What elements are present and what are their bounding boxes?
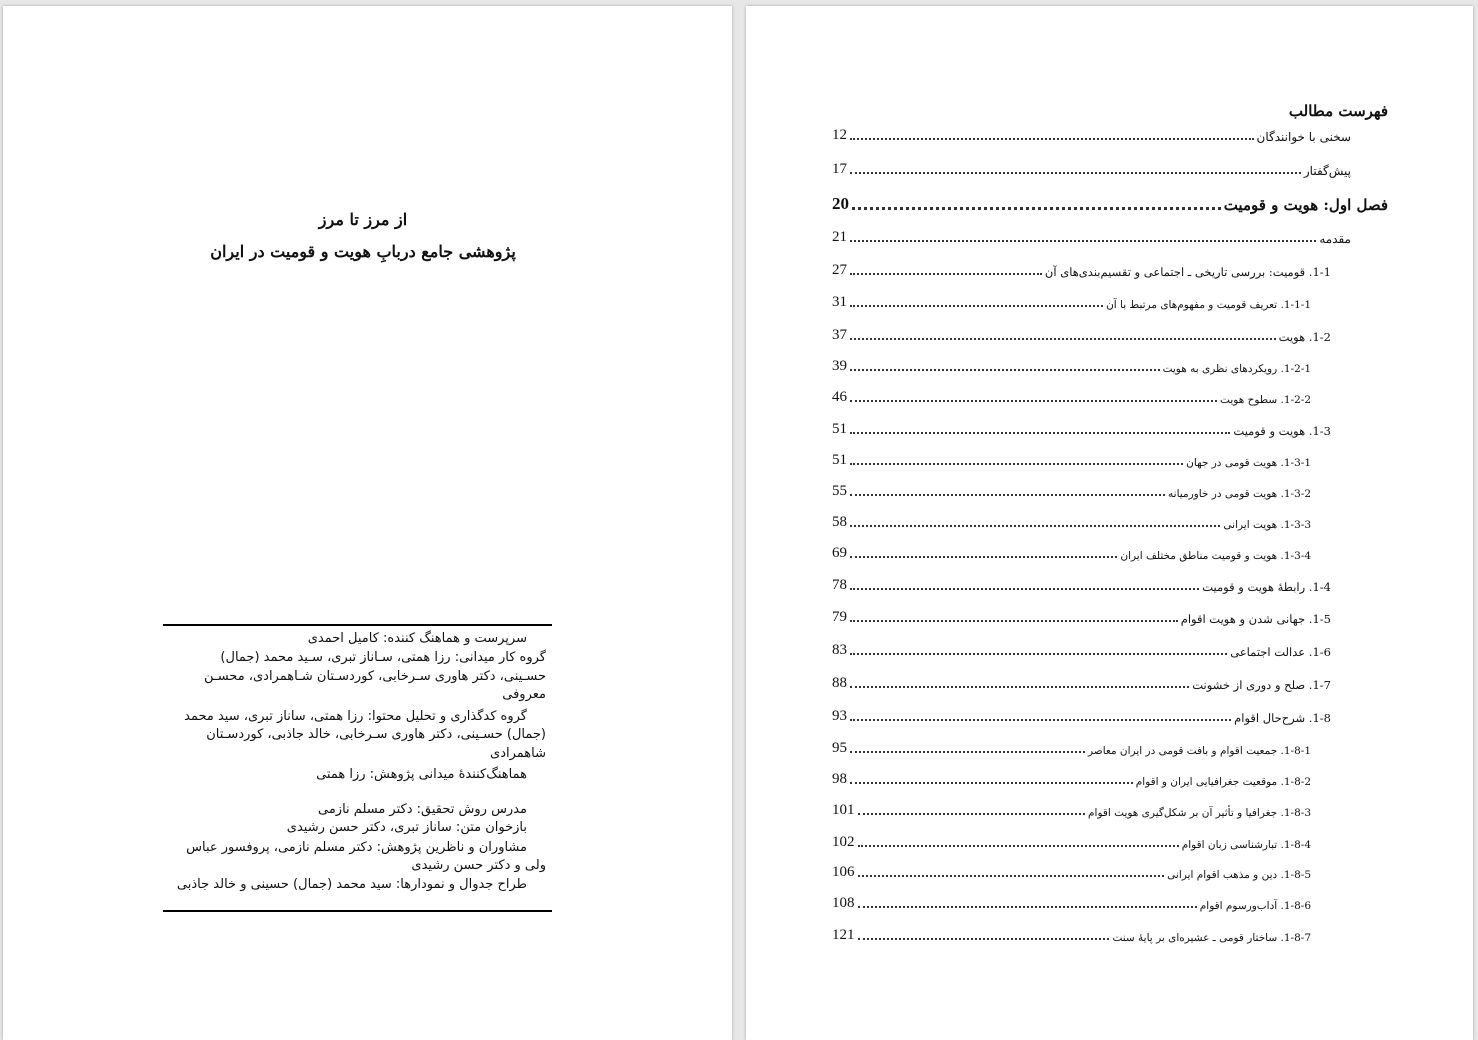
toc-entry-title: 1-2-1. رویکردهای نظری به هویت	[1162, 363, 1311, 375]
toc-entry-title: 1-5. جهانی شدن و هویت اقوام	[1180, 612, 1331, 626]
toc-entry[interactable]	[832, 797, 1311, 819]
credit-line: ولی و دکتر حسن رشیدی	[411, 858, 546, 873]
credit-line: شاهمرادی	[490, 746, 546, 761]
toc-entry-title: 1-3-2. هویت قومی در خاورمیانه	[1168, 488, 1311, 500]
toc-dot-leader	[858, 845, 1179, 847]
toc-entry[interactable]	[832, 224, 1351, 246]
credit-line: (جمال) حسـینی، دکتر هاوری سـرخابی، خالد جاذبی، کوردسـتان	[206, 727, 546, 742]
toc-entry-title: 1-1. قومیت: بررسی تاریخی ـ اجتماعی و تقسیم‌بندی‌های آن	[1044, 265, 1331, 279]
credit-line: گروه کار میدانی: رزا همتی، سـاناز تبری، سـید محمد (جمال)	[220, 650, 546, 665]
book-subtitle: پژوهشی جامع دربابِ هویت و قومیت در ایران	[210, 242, 516, 261]
toc-entry-title: 1-8-4. تبارشناسی زبان اقوام	[1181, 839, 1311, 851]
toc-entry[interactable]	[832, 637, 1331, 659]
toc-entry[interactable]	[832, 416, 1331, 438]
toc-entry[interactable]	[832, 447, 1311, 469]
credit-line: حسـینی، دکتر هاوری سـرخابی، کوردسـتان شـاهمرادی، محسـن	[204, 669, 546, 684]
toc-dot-leader	[850, 172, 1301, 174]
toc-dot-leader	[850, 338, 1276, 340]
toc-page-number: 93	[832, 708, 847, 724]
toc-dot-leader	[858, 906, 1197, 908]
toc-entry[interactable]	[832, 289, 1311, 311]
toc-entry[interactable]	[832, 766, 1311, 788]
toc-page-number: 37	[832, 327, 847, 343]
credit-line: هماهنگ‌کنندۀ میدانی پژوهش: رزا همتی	[316, 767, 527, 782]
toc-entry-title: 1-8-3. جغرافیا و تأثیر آن بر شکل‌گیری هویت اقوام	[1088, 807, 1311, 819]
toc-dot-leader	[850, 751, 1085, 753]
right-page	[746, 6, 1473, 1040]
toc-entry[interactable]	[832, 572, 1331, 594]
toc-entry-title: پیش‌گفتار	[1303, 164, 1351, 178]
toc-dot-leader	[850, 463, 1183, 465]
toc-dot-leader	[850, 525, 1220, 527]
toc-entry[interactable]	[832, 322, 1331, 344]
toc-entry-title: 1-4. رابطۀ هویت و قومیت	[1202, 580, 1331, 594]
credits-box	[163, 624, 552, 912]
toc-entry-title: سخنی با خوانندگان	[1256, 130, 1351, 144]
credit-line: بازخوان متن: ساناز تبری، دکتر حسن رشیدی	[286, 820, 527, 835]
toc-entry[interactable]	[832, 384, 1311, 406]
toc-chapter-entry[interactable]	[832, 192, 1388, 214]
toc-entry[interactable]	[832, 257, 1331, 279]
toc-dot-leader	[858, 813, 1086, 815]
toc-dot-leader	[850, 620, 1178, 622]
credit-line: معروفی	[502, 687, 546, 702]
toc-entry-title: 1-8-6. آداب‌ورسوم اقوام	[1199, 900, 1311, 912]
toc-page-number: 20	[832, 194, 849, 213]
toc-heading: فهرست مطالب	[1288, 102, 1388, 120]
toc-page-number: 39	[832, 358, 847, 374]
toc-entry[interactable]	[832, 509, 1311, 531]
toc-dot-leader	[850, 653, 1227, 655]
book-title-block	[193, 204, 533, 268]
toc-entry[interactable]	[832, 156, 1351, 178]
toc-entry[interactable]	[832, 540, 1311, 562]
toc-page-number: 31	[832, 294, 847, 310]
toc-dot-leader	[850, 305, 1103, 307]
toc-dot-leader	[850, 556, 1117, 558]
toc-entry[interactable]	[832, 735, 1311, 757]
toc-dot-leader	[850, 588, 1199, 590]
toc-dot-leader	[850, 719, 1231, 721]
toc-page-number: 55	[832, 483, 847, 499]
toc-page-number: 58	[832, 514, 847, 530]
toc-page-number: 46	[832, 389, 847, 405]
toc-entry-title: 1-3. هویت و قومیت	[1233, 424, 1331, 438]
toc-entry-title: 1-3-1. هویت قومی در جهان	[1186, 457, 1311, 469]
toc-page-number: 51	[832, 421, 847, 437]
toc-dot-leader	[850, 240, 1316, 242]
credit-line: مشاوران و ناظرین پژوهش: دکتر مسلم نازمی، پروفسور عباس	[186, 840, 527, 855]
toc-page-number: 51	[832, 452, 847, 468]
toc-page-number: 17	[832, 161, 847, 177]
toc-page-number: 12	[832, 127, 847, 143]
toc-page-number: 21	[832, 229, 847, 245]
toc-dot-leader	[850, 432, 1230, 434]
toc-page-number: 95	[832, 740, 847, 756]
toc-dot-leader	[858, 875, 1165, 877]
toc-entry-title: 1-8. شرح‌حال اقوام	[1234, 711, 1331, 725]
toc-dot-leader	[858, 938, 1110, 940]
toc-entry-title: 1-3-3. هویت ایرانی	[1223, 519, 1311, 531]
toc-entry-title: مقدمه	[1319, 232, 1351, 246]
toc-entry-title: 1-8-7. ساختار قومی ـ عشیره‌ای بر پایۀ سنت	[1112, 932, 1311, 944]
toc-page-number: 83	[832, 642, 847, 658]
toc-entry[interactable]	[832, 670, 1331, 692]
toc-entry-title: 1-8-1. جمعیت اقوام و بافت قومی در ایران معاصر	[1087, 745, 1311, 757]
credit-line: طراح جدوال و نمودارها: سید محمد (جمال) حسینی و خالد جاذبی	[176, 877, 527, 892]
toc-dot-leader	[850, 273, 1042, 275]
toc-entry-title: 1-8-2. موقعیت جغرافیایی ایران و اقوام	[1135, 776, 1311, 788]
toc-entry-title: 1-6. عدالت اجتماعی	[1230, 645, 1331, 659]
book-title: از مرز تا مرز	[318, 210, 408, 229]
toc-entry[interactable]	[832, 604, 1331, 626]
credit-line: مدرس روش تحقیق: دکتر مسلم نازمی	[318, 802, 527, 817]
toc-page-number: 27	[832, 262, 847, 278]
toc-page-number: 102	[832, 834, 855, 850]
left-page	[3, 6, 732, 1040]
toc-dot-leader	[850, 369, 1160, 371]
toc-entry-title: 1-2. هویت	[1278, 330, 1331, 344]
toc-dot-leader	[850, 686, 1189, 688]
toc-entry-title: 1-8-5. دین و مذهب اقوام ایرانی	[1167, 869, 1311, 881]
toc-page-number: 121	[832, 927, 855, 943]
toc-entry-title: فصل اول: هویت و قومیت	[1223, 196, 1388, 214]
toc-page-number: 108	[832, 895, 855, 911]
toc-dot-leader	[850, 782, 1133, 784]
toc-page-number: 88	[832, 675, 847, 691]
toc-dot-leader	[850, 494, 1165, 496]
toc-page-number: 78	[832, 577, 847, 593]
credit-line: گروه کدگذاری و تحلیل محتوا: رزا همتی، ساناز تبری، سید محمد	[184, 709, 527, 724]
toc-page-number: 98	[832, 771, 847, 787]
toc-entry-title: 1-3-4. هویت و قومیت مناطق مختلف ایران	[1120, 550, 1311, 562]
toc-entry[interactable]	[832, 859, 1311, 881]
toc-dot-leader	[850, 400, 1217, 402]
toc-dot-leader	[852, 207, 1221, 210]
toc-entry-title: 1-7. صلح و دوری از خشونت	[1192, 678, 1331, 692]
toc-entry-title: 1-2-2. سطوح هویت	[1220, 394, 1311, 406]
toc-entry[interactable]	[832, 922, 1311, 944]
toc-page-number: 101	[832, 802, 855, 818]
toc-entry[interactable]	[832, 890, 1311, 912]
toc-entry[interactable]	[832, 122, 1351, 144]
credit-line: سرپرست و هماهنگ کننده: کامیل احمدی	[307, 631, 527, 646]
toc-entry[interactable]	[832, 829, 1311, 851]
toc-entry[interactable]	[832, 478, 1311, 500]
toc-page-number: 79	[832, 609, 847, 625]
toc-entry-title: 1-1-1. تعریف قومیت و مفهوم‌های مرتبط با آن	[1106, 299, 1311, 311]
toc-entry[interactable]	[832, 703, 1331, 725]
toc-page-number: 69	[832, 545, 847, 561]
toc-page-number: 106	[832, 864, 855, 880]
toc-entry[interactable]	[832, 353, 1311, 375]
toc-dot-leader	[850, 138, 1254, 140]
